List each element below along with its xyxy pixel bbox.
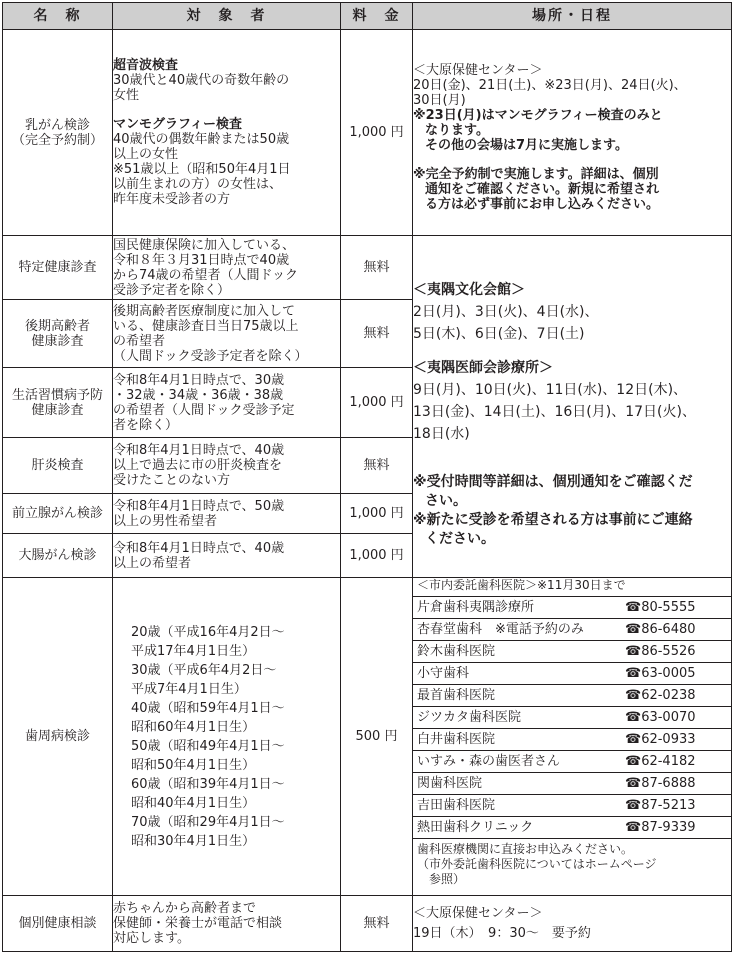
clinic-list-heading: ＜市内委託歯科医院＞※11月30日まで xyxy=(413,578,731,597)
hepatitis-name: 肝炎検査 xyxy=(3,438,113,494)
lifestyle-target-3: の希望者（人間ドック受診予定 xyxy=(113,402,295,418)
clinic-name: 白井歯科医院 xyxy=(413,729,621,751)
age-line: 60歳（昭和39年4月1日～ xyxy=(131,776,285,792)
age-line: 30歳（平成6年4月2日～ xyxy=(131,662,277,678)
shared-note-2: さい。 xyxy=(425,492,467,509)
mammography-desc-1: 40歳代の偶数年齢または50歳 xyxy=(113,132,290,147)
clinic-row xyxy=(413,751,731,773)
breast-place-dates-1: 20日(金)、21日(土)、※23日(月)、24日(火)、 xyxy=(413,78,687,93)
clinic-row xyxy=(413,773,731,795)
shared-note-4: ください。 xyxy=(425,530,495,547)
row-breast-cancer xyxy=(3,30,732,236)
clinic-note-3: 参照） xyxy=(429,872,466,886)
consult-place-date: 19日（木） 9：30～ 要予約 xyxy=(413,925,591,941)
clinic-row xyxy=(413,795,731,817)
breast-name: 乳がん検診 xyxy=(24,117,90,133)
mammography-note-2: 以前生まれの方）の女性は、 xyxy=(113,177,283,192)
elderly-name-2: 健康診査 xyxy=(31,333,84,349)
clinic-name: 関歯科医院 xyxy=(413,773,621,795)
colon-target-1: 令和8年4月1日時点で、40歳 xyxy=(113,540,285,556)
breast-place-note-4: ※完全予約制で実施します。詳細は、個別 xyxy=(413,167,659,182)
colon-target-cell xyxy=(113,534,341,578)
lifestyle-name-cell xyxy=(3,368,113,438)
clinic-row xyxy=(413,685,731,707)
hepatitis-target-2: 以上で過去に市の肝炎検査を xyxy=(113,458,283,473)
lifestyle-name-2: 健康診査 xyxy=(31,402,84,418)
age-line: 昭和40年4月1日生） xyxy=(131,795,256,811)
elderly-target-2: いる、健康診査日当日75歳以上 xyxy=(113,318,299,334)
age-line: 20歳（平成16年4月2日～ xyxy=(131,624,285,640)
specific-target-3: から74歳の希望者（人間ドック xyxy=(113,267,299,283)
elderly-name-1: 後期高齢者 xyxy=(24,318,90,334)
clinic-phone: ☎87-5213 xyxy=(621,795,731,817)
lifestyle-target-4: 者を除く） xyxy=(113,417,179,433)
clinic-name: 小守歯科 xyxy=(413,663,621,685)
specific-target-1: 国民健康保険に加入している、 xyxy=(113,237,296,253)
clinic-phone: ☎63-0070 xyxy=(621,707,731,729)
mammography-note-3: 昨年度未受診者の方 xyxy=(113,192,231,207)
elderly-target-3: の希望者 xyxy=(113,333,166,349)
shared-note-1: ※受付時間等詳細は、個別通知をご確認くだ xyxy=(413,473,693,490)
periodontal-place-cell xyxy=(413,578,732,896)
age-line: 平成7年4月1日生） xyxy=(131,681,247,697)
prostate-name: 前立腺がん検診 xyxy=(3,494,113,534)
clinic-phone: ☎86-6480 xyxy=(621,619,731,641)
isumi-hall-title: ＜夷隅文化会館＞ xyxy=(413,281,525,298)
clinic-phone: ☎63-0005 xyxy=(621,663,731,685)
clinic-name: いすみ・森の歯医者さん xyxy=(413,751,621,773)
clinic-phone: ☎62-4182 xyxy=(621,751,731,773)
mammography-title: マンモグラフィー検査 xyxy=(113,117,242,132)
header-place: 場所・日程 xyxy=(413,3,732,30)
clinic-phone: ☎80-5555 xyxy=(621,597,731,619)
isumi-hall-dates-1: 2日(月)、3日(火)、4日(水)、 xyxy=(413,303,599,320)
lifestyle-target-cell xyxy=(113,368,341,438)
hepatitis-target-cell xyxy=(113,438,341,494)
elderly-target-1: 後期高齢者医療制度に加入して xyxy=(113,303,296,319)
consult-fee: 無料 xyxy=(341,896,413,952)
clinic-row xyxy=(413,641,731,663)
periodontal-ages-cell xyxy=(113,578,341,896)
clinic-phone: ☎62-0933 xyxy=(621,729,731,751)
clinic-name: 杏春堂歯科 ※電話予約のみ xyxy=(413,619,621,641)
age-line: 平成17年4月1日生） xyxy=(131,643,256,659)
shared-note-3: ※新たに受診を希望される方は事前にご連絡 xyxy=(413,511,693,528)
clinic-row xyxy=(413,707,731,729)
ultrasound-desc-1: 30歳代と40歳代の奇数年齢の xyxy=(113,73,290,88)
prostate-target-2: 以上の男性希望者 xyxy=(113,513,218,529)
checkup-schedule-table xyxy=(2,2,732,952)
consult-target-1: 赤ちゃんから高齢者まで xyxy=(113,901,257,916)
elderly-target-4: （人間ドック受診予定者を除く） xyxy=(113,348,308,364)
colon-target-2: 以上の希望者 xyxy=(113,555,192,571)
header-row xyxy=(3,3,732,30)
clinic-name: 熱田歯科クリニック xyxy=(413,817,621,839)
clinic-note-2: （市外委託歯科医院についてはホームページ xyxy=(417,857,657,871)
specific-target-4: 受診予定者を除く） xyxy=(113,282,231,298)
periodontal-name: 歯周病検診 xyxy=(3,578,113,896)
colon-fee: 1,000 円 xyxy=(341,534,413,578)
mammography-desc-2: 以上の女性 xyxy=(113,147,179,162)
breast-place-title: ＜大原保健センター＞ xyxy=(413,63,543,78)
specific-name: 特定健康診査 xyxy=(3,236,113,300)
mammography-note-1: ※51歳以上（昭和50年4月1日 xyxy=(113,162,291,177)
consult-name: 個別健康相談 xyxy=(3,896,113,952)
lifestyle-name-1: 生活習慣病予防 xyxy=(11,387,103,403)
colon-name: 大腸がん検診 xyxy=(3,534,113,578)
breast-place-dates-2: 30日(月) xyxy=(413,93,466,108)
breast-place-note-2: なります。 xyxy=(425,123,489,138)
hepatitis-target-3: 受けたことのない方 xyxy=(113,473,231,488)
prostate-target-1: 令和8年4月1日時点で、50歳 xyxy=(113,498,285,514)
lifestyle-target-1: 令和8年4月1日時点で、30歳 xyxy=(113,372,285,388)
elderly-target-cell xyxy=(113,300,341,368)
clinic-dates-1: 9日(月)、10日(火)、11日(水)、12日(木)、 xyxy=(413,381,688,398)
breast-target-cell xyxy=(113,30,341,236)
clinic-row xyxy=(413,729,731,751)
breast-fee: 1,000 円 xyxy=(341,30,413,236)
age-line: 昭和50年4月1日生） xyxy=(131,757,256,773)
ultrasound-title: 超音波検査 xyxy=(113,58,179,73)
age-line: 70歳（昭和29年4月1日～ xyxy=(131,814,285,830)
clinic-name: ジツカタ歯科医院 xyxy=(413,707,621,729)
age-line: 50歳（昭和49年4月1日～ xyxy=(131,738,285,754)
header-name: 名 称 xyxy=(3,3,113,30)
clinic-dates-2: 13日(金)、14日(土)、16日(月)、17日(火)、 xyxy=(413,403,696,420)
breast-place-note-5: 通知をご確認ください。新規に希望され xyxy=(425,182,660,197)
header-target: 対 象 者 xyxy=(113,3,341,30)
elderly-fee: 無料 xyxy=(341,300,413,368)
clinic-phone: ☎87-9339 xyxy=(621,817,731,839)
specific-target-2: 令和８年３月31日時点で40歳 xyxy=(113,252,290,268)
periodontal-fee: 500 円 xyxy=(341,578,413,896)
clinic-row xyxy=(413,663,731,685)
age-line: 昭和60年4月1日生） xyxy=(131,719,256,735)
clinic-name: 最首歯科医院 xyxy=(413,685,621,707)
breast-place-cell xyxy=(413,30,732,236)
specific-target-cell xyxy=(113,236,341,300)
clinic-phone: ☎87-6888 xyxy=(621,773,731,795)
specific-fee: 無料 xyxy=(341,236,413,300)
clinic-note-cell xyxy=(413,839,731,890)
clinic-row xyxy=(413,817,731,839)
dental-clinic-list xyxy=(413,597,731,839)
breast-place-note-3: その他の会場は7月に実施します。 xyxy=(425,138,629,153)
clinic-name: 鈴木歯科医院 xyxy=(413,641,621,663)
breast-place-note-1: ※23日(月)はマンモグラフィー検査のみと xyxy=(413,108,663,123)
header-fee: 料 金 xyxy=(341,3,413,30)
clinic-note-1: 歯科医療機関に直接お申込みください。 xyxy=(417,842,634,856)
clinic-row xyxy=(413,619,731,641)
breast-name-note: （完全予約制） xyxy=(11,132,103,148)
consult-place-cell xyxy=(413,896,732,952)
row-specific-checkup xyxy=(3,236,732,300)
clinic-phone: ☎62-0238 xyxy=(621,685,731,707)
shared-place-cell xyxy=(413,236,732,578)
elderly-name-cell xyxy=(3,300,113,368)
row-periodontal xyxy=(3,578,732,896)
clinic-name: 吉田歯科医院 xyxy=(413,795,621,817)
hepatitis-target-1: 令和8年4月1日時点で、40歳 xyxy=(113,443,285,458)
breast-place-note-6: る方は必ず事前にお申し込みください。 xyxy=(425,197,660,212)
lifestyle-target-2: ・32歳・34歳・36歳・38歳 xyxy=(113,387,284,403)
clinic-title: ＜夷隅医師会診療所＞ xyxy=(413,359,553,376)
age-line: 昭和30年4月1日生） xyxy=(131,833,256,849)
age-line: 40歳（昭和59年4月1日～ xyxy=(131,700,285,716)
clinic-phone: ☎86-5526 xyxy=(621,641,731,663)
lifestyle-fee: 1,000 円 xyxy=(341,368,413,438)
clinic-dates-3: 18日(水) xyxy=(413,425,470,442)
hepatitis-fee: 無料 xyxy=(341,438,413,494)
prostate-fee: 1,000 円 xyxy=(341,494,413,534)
consult-target-cell xyxy=(113,896,341,952)
consult-place-title: ＜大原保健センター＞ xyxy=(413,905,543,921)
prostate-target-cell xyxy=(113,494,341,534)
isumi-hall-dates-2: 5日(木)、6日(金)、7日(土) xyxy=(413,325,585,342)
consult-target-2: 保健師・栄養士が電話で相談 xyxy=(113,916,283,931)
row-consultation xyxy=(3,896,732,952)
ultrasound-desc-2: 女性 xyxy=(113,88,140,103)
breast-name-cell xyxy=(3,30,113,236)
consult-target-3: 対応します。 xyxy=(113,931,190,946)
clinic-name: 片倉歯科夷隅診療所 xyxy=(413,597,621,619)
clinic-row xyxy=(413,597,731,619)
